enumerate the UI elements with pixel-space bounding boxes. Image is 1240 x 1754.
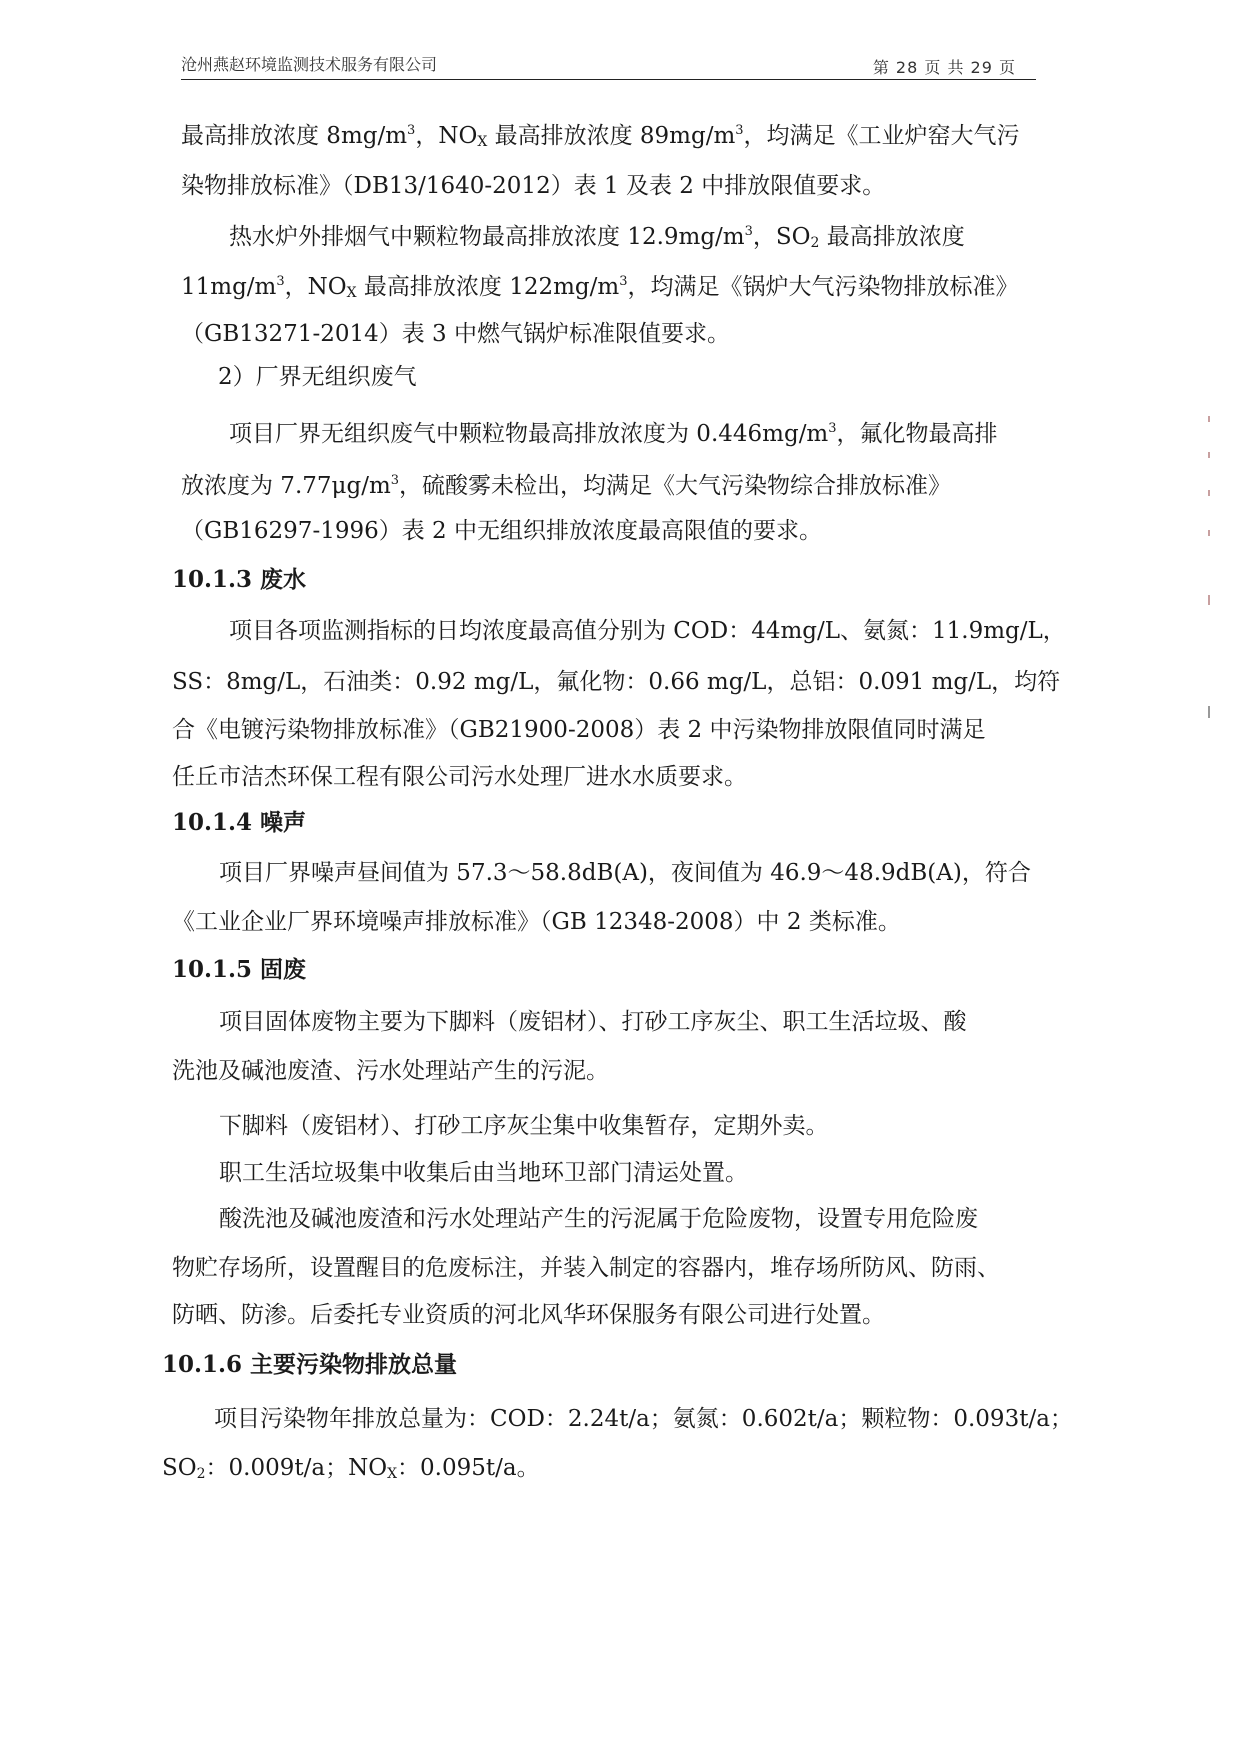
scan-artifact	[1208, 416, 1210, 422]
body-line: 防晒、防渗。后委托专业资质的河北风华环保服务有限公司进行处置。	[172, 1302, 885, 1328]
body-line: （GB13271-2014）表 3 中燃气锅炉标准限值要求。	[181, 321, 731, 347]
body-line: 物贮存场所，设置醒目的危废标注，并装入制定的容器内，堆存场所防风、防雨、	[172, 1255, 1000, 1281]
section-heading: 10.1.6 主要污染物排放总量	[162, 1351, 458, 1378]
body-line: $11mg/m^3$，$NO_X$ 最高排放浓度 $122mg/m^3$，均满足《锅炉大气污染物排放标准》	[181, 274, 1019, 301]
body-line: （GB16297-1996）表 2 中无组织排放浓度最高限值的要求。	[181, 518, 823, 544]
body-line: 项目各项监测指标的日均浓度最高值分别为 COD：44mg/L、氨氮：11.9mg/L，	[229, 618, 1066, 644]
page-header	[181, 46, 1036, 80]
body-line: SS：8mg/L，石油类：0.92 mg/L，氟化物：0.66 mg/L，总铝：0.091 mg/L，均符	[172, 669, 1061, 695]
body-line: 任丘市洁杰环保工程有限公司污水处理厂进水水质要求。	[172, 764, 747, 790]
body-line: 下脚料（废铝材）、打砂工序灰尘集中收集暂存，定期外卖。	[219, 1113, 829, 1139]
body-line: 最高排放浓度 $8mg/m^3$，$NO_X$ 最高排放浓度 $89mg/m^3$，均满足《工业炉窑大气污	[181, 123, 1020, 150]
body-line: 热水炉外排烟气中颗粒物最高排放浓度 $12.9mg/m^3$，$SO_2$ 最高排放浓度	[229, 224, 965, 251]
body-line: 项目厂界噪声昼间值为 57.3～58.8dB(A)，夜间值为 46.9～48.9dB(A)，符合	[219, 860, 1031, 886]
body-line: 酸洗池及碱池废渣和污水处理站产生的污泥属于危险废物，设置专用危险废	[219, 1206, 978, 1232]
scan-artifact	[1208, 595, 1210, 605]
body-line: 项目污染物年排放总量为：COD：2.24t/a；氨氮：0.602t/a；颗粒物：0.093t/a；	[214, 1406, 1073, 1432]
body-line: 项目厂界无组织废气中颗粒物最高排放浓度为 $0.446mg/m^3$，氟化物最高排	[229, 421, 998, 447]
section-heading: 10.1.4 噪声	[172, 809, 307, 836]
body-line: 合《电镀污染物排放标准》（GB21900-2008）表 2 中污染物排放限值同时满足	[172, 717, 986, 743]
body-line: 洗池及碱池废渣、污水处理站产生的污泥。	[172, 1058, 609, 1084]
section-heading: 10.1.5 固废	[172, 956, 307, 983]
body-line: 职工生活垃圾集中收集后由当地环卫部门清运处置。	[219, 1160, 748, 1186]
scan-artifact	[1208, 706, 1210, 718]
scan-artifact	[1208, 490, 1210, 496]
scan-artifact	[1208, 452, 1210, 458]
company-name: 沧州燕赵环境监测技术服务有限公司	[181, 55, 438, 74]
scan-artifact	[1208, 530, 1210, 536]
body-line: 染物排放标准》（DB13/1640-2012）表 1 及表 2 中排放限值要求。	[181, 173, 886, 199]
body-line: 放浓度为 $7.77\mu g/m^3$，硫酸雾未检出，均满足《大气污染物综合排放标准》	[181, 473, 952, 499]
page-number: 第 28 页 共 29 页	[872, 58, 1016, 77]
section-heading: 10.1.3 废水	[172, 566, 307, 593]
body-line: $SO_2$：0.009t/a；$NO_X$：0.095t/a。	[162, 1455, 540, 1482]
body-line: 《工业企业厂界环境噪声排放标准》（GB 12348-2008）中 2 类标准。	[172, 909, 901, 935]
body-line: 2）厂界无组织废气	[218, 364, 417, 390]
body-line: 项目固体废物主要为下脚料（废铝材）、打砂工序灰尘、职工生活垃圾、酸	[219, 1009, 967, 1035]
